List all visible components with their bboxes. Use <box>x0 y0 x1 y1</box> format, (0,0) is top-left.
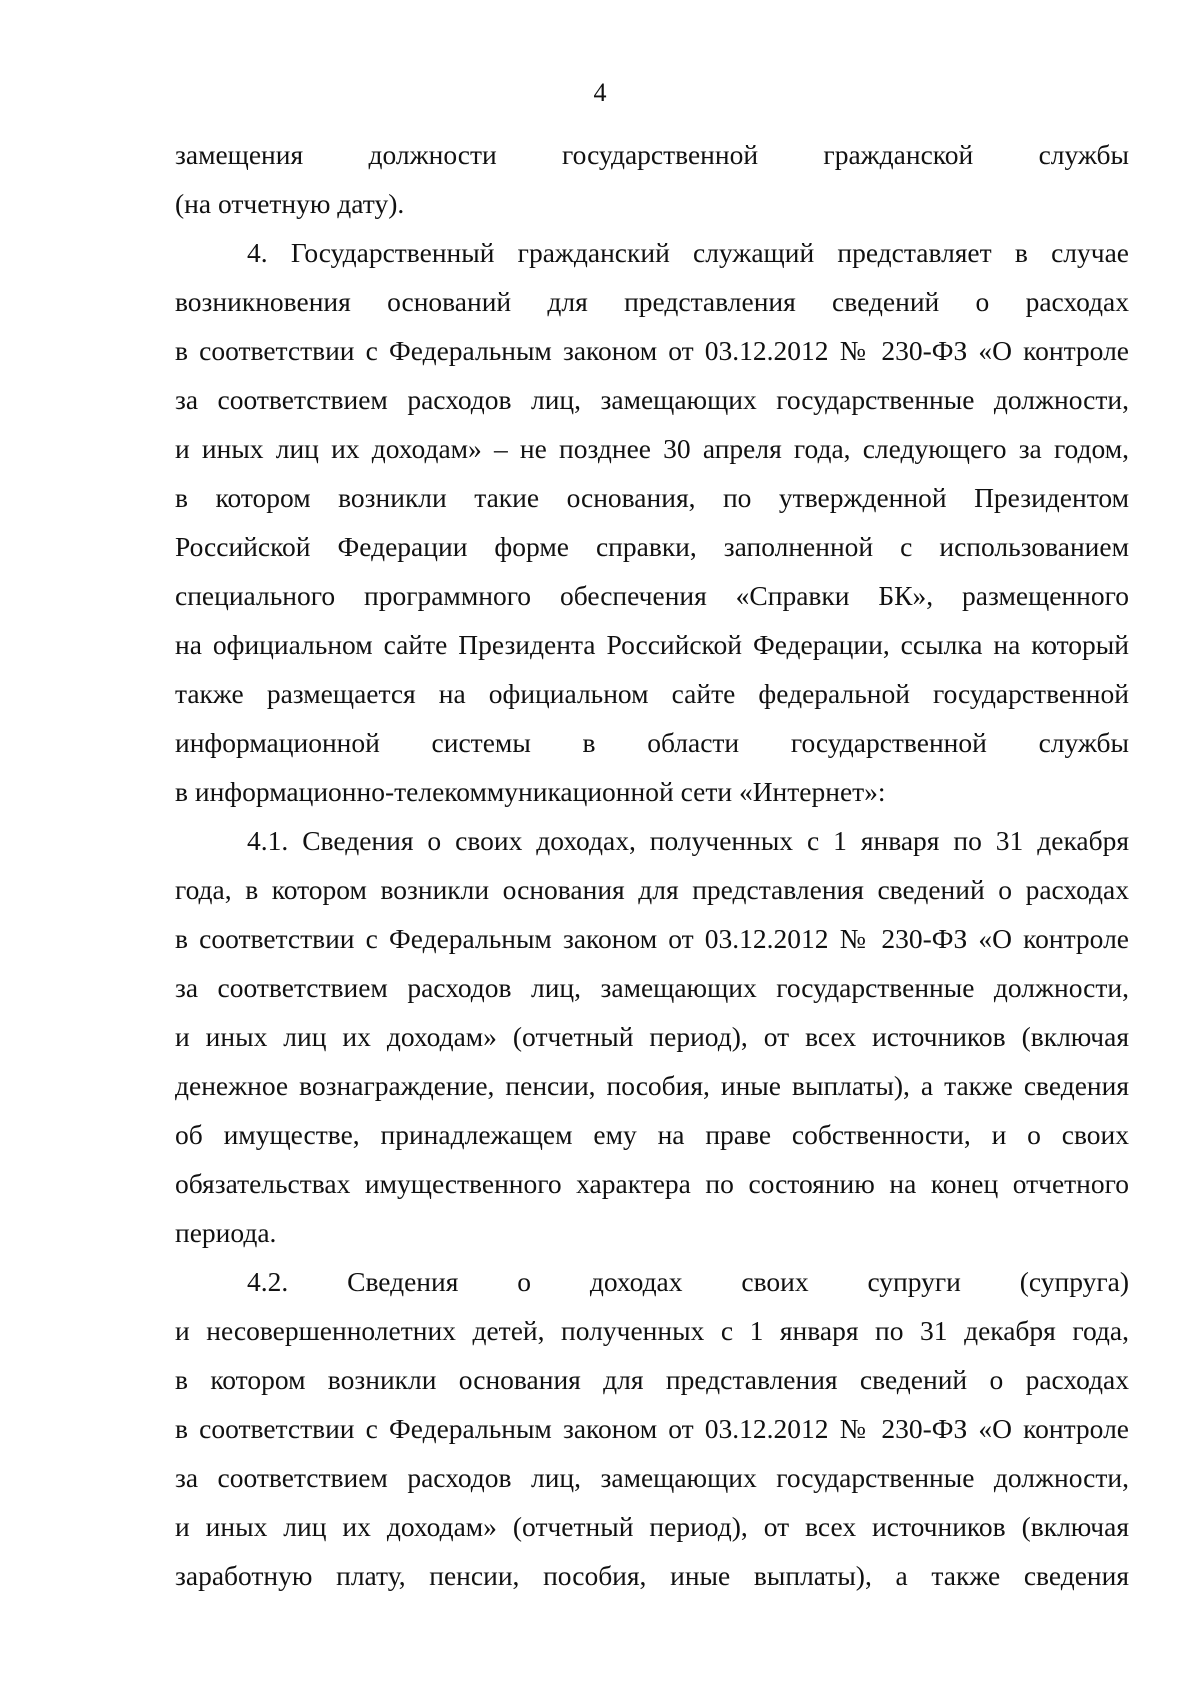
text-line: обязательствах имущественного характера по состоянию на конец отчетного <box>175 1168 1129 1199</box>
text-line: в соответствии с Федеральным законом от 03.12.2012 № 230-ФЗ «О контроле <box>175 335 1129 366</box>
text-line: специального программного обеспечения «Справки БК», размещенного <box>175 580 1129 611</box>
text-line: информационной системы в области государственной службы <box>175 727 1129 758</box>
text-line: в соответствии с Федеральным законом от 03.12.2012 № 230-ФЗ «О контроле <box>175 1413 1129 1444</box>
text-line: за соответствием расходов лиц, замещающих государственные должности, <box>175 972 1129 1003</box>
text-line: денежное вознаграждение, пенсии, пособия, иные выплаты), а также сведения <box>175 1070 1129 1101</box>
text-line: 4.1. Сведения о своих доходах, полученных с 1 января по 31 декабря <box>247 825 1129 856</box>
text-line: Российской Федерации форме справки, заполненной с использованием <box>175 531 1129 562</box>
text-line: (на отчетную дату). <box>175 188 405 219</box>
text-line: в информационно-телекоммуникационной сети «Интернет»: <box>175 776 886 807</box>
text-line: об имуществе, принадлежащем ему на праве собственности, и о своих <box>175 1119 1129 1150</box>
page-number: 4 <box>593 78 607 107</box>
text-line: возникновения оснований для представления сведений о расходах <box>175 286 1129 317</box>
text-line: и иных лиц их доходам» (отчетный период), от всех источников (включая <box>175 1021 1129 1052</box>
text-line: периода. <box>175 1217 277 1248</box>
text-line: и иных лиц их доходам» – не позднее 30 апреля года, следующего за годом, <box>175 433 1129 464</box>
text-line: в котором возникли такие основания, по утвержденной Президентом <box>175 482 1129 513</box>
text-line: также размещается на официальном сайте федеральной государственной <box>175 678 1129 709</box>
text-line: в котором возникли основания для представления сведений о расходах <box>175 1364 1129 1395</box>
text-line: года, в котором возникли основания для представления сведений о расходах <box>175 874 1129 905</box>
text-line: на официальном сайте Президента Российской Федерации, ссылка на который <box>175 629 1129 660</box>
text-line: 4. Государственный гражданский служащий представляет в случае <box>247 237 1129 268</box>
text-line: заработную плату, пенсии, пособия, иные выплаты), а также сведения <box>175 1560 1129 1591</box>
text-line: замещения должности государственной гражданской службы <box>175 139 1129 170</box>
text-line: 4.2. Сведения о доходах своих супруги (супруга) <box>247 1266 1129 1297</box>
text-line: и несовершеннолетних детей, полученных с 1 января по 31 декабря года, <box>175 1315 1129 1346</box>
text-line: за соответствием расходов лиц, замещающих государственные должности, <box>175 1462 1129 1493</box>
text-line: и иных лиц их доходам» (отчетный период), от всех источников (включая <box>175 1511 1129 1542</box>
text-line: за соответствием расходов лиц, замещающих государственные должности, <box>175 384 1129 415</box>
text-line: в соответствии с Федеральным законом от 03.12.2012 № 230-ФЗ «О контроле <box>175 923 1129 954</box>
